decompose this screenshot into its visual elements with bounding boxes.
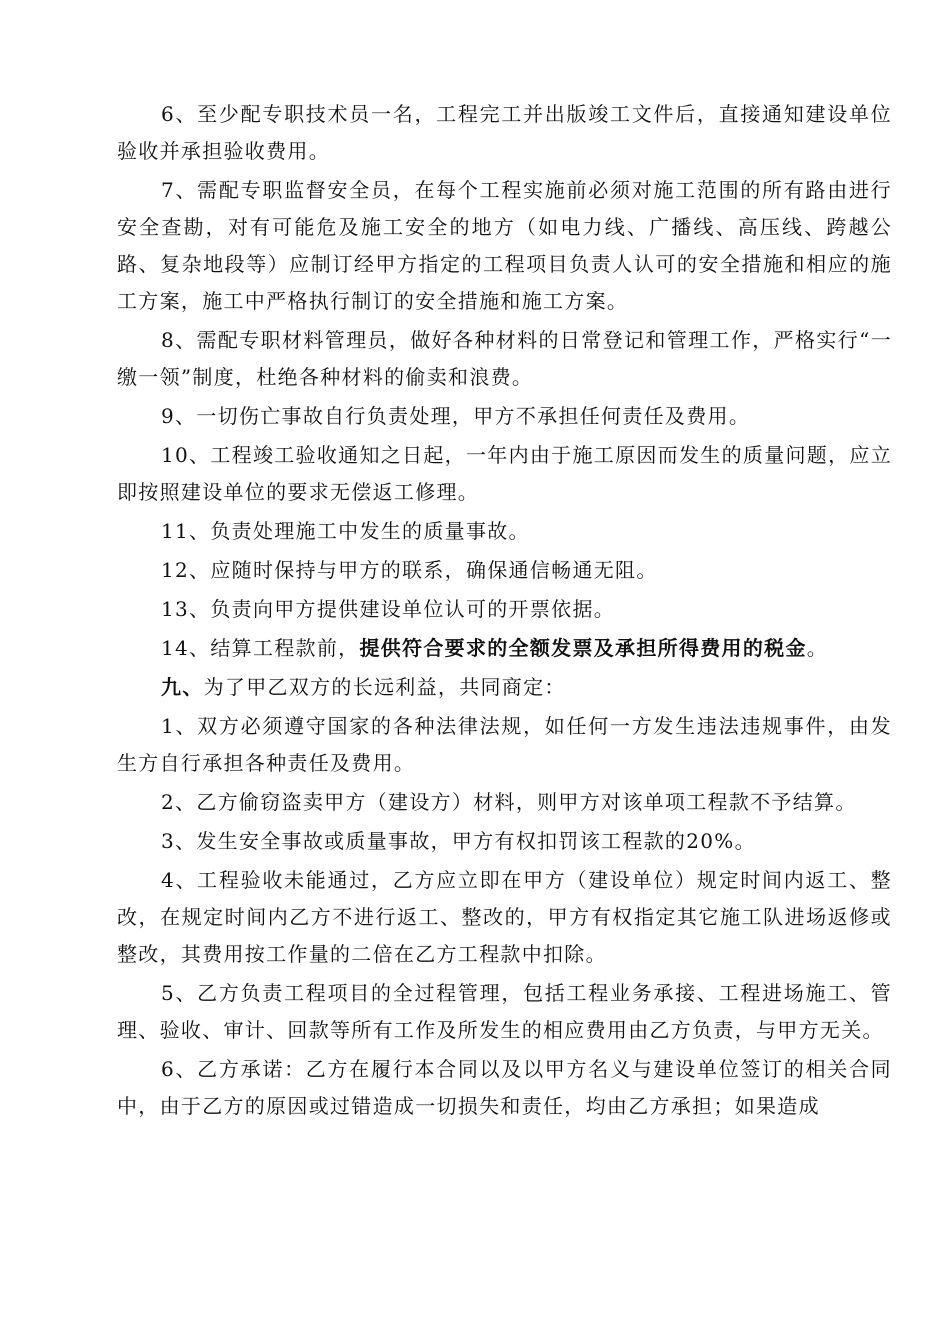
clause-text: 6、至少配专职技术员一名，工程完工并出版竣工文件后，直接通知建设单位验收并承担验收费用。 bbox=[117, 102, 892, 163]
section-number: 九、 bbox=[161, 675, 204, 699]
clause-9-2 bbox=[117, 784, 892, 821]
clause-8-9 bbox=[117, 398, 892, 435]
clause-text: 14、结算工程款前， bbox=[161, 636, 360, 660]
clause-text: 9、一切伤亡事故自行负责处理，甲方不承担任何责任及费用。 bbox=[161, 404, 751, 428]
clause-text: 4、工程验收未能通过，乙方应立即在甲方（建设单位）规定时间内返工、整改，在规定时间内乙方不进行返工、整改的，甲方有权指定其它施工队进场返修或整改，其费用按工作量的二倍在乙方工程款中扣除。 bbox=[117, 868, 892, 966]
clause-tail-text: 。 bbox=[806, 636, 829, 660]
clause-8-13 bbox=[117, 591, 892, 628]
clause-text: 2、乙方偷窃盗卖甲方（建设方）材料，则甲方对该单项工程款不予结算。 bbox=[161, 790, 857, 814]
section-9-heading bbox=[117, 669, 892, 706]
document-body bbox=[117, 96, 892, 1127]
clause-9-4 bbox=[117, 862, 892, 973]
clause-text: 1、双方必须遵守国家的各种法律法规，如任何一方发生违法违规事件，由发生方自行承担各种责任及费用。 bbox=[117, 714, 892, 775]
clause-text: 10、工程竣工验收通知之日起，一年内由于施工原因而发生的质量问题，应立即按照建设单位的要求无偿返工修理。 bbox=[117, 443, 892, 504]
clause-8-8 bbox=[117, 322, 892, 396]
clause-8-10 bbox=[117, 437, 892, 511]
clause-bold-text: 提供符合要求的全额发票及承担所得费用的税金 bbox=[359, 636, 807, 660]
clause-8-12 bbox=[117, 552, 892, 589]
clause-text: 13、负责向甲方提供建设单位认可的开票依据。 bbox=[161, 597, 616, 621]
clause-8-7 bbox=[117, 172, 892, 320]
clause-9-5 bbox=[117, 975, 892, 1049]
clause-8-14 bbox=[117, 630, 892, 667]
clause-8-11 bbox=[117, 513, 892, 550]
clause-text: 8、需配专职材料管理员，做好各种材料的日常登记和管理工作，严格实行“一缴一领”制度，杜绝各种材料的偷卖和浪费。 bbox=[117, 328, 892, 389]
clause-text: 11、负责处理施工中发生的质量事故。 bbox=[161, 519, 530, 543]
clause-9-6 bbox=[117, 1051, 892, 1125]
section-heading-text: 为了甲乙双方的长远利益，共同商定： bbox=[203, 675, 566, 699]
clause-text: 12、应随时保持与甲方的联系，确保通信畅通无阻。 bbox=[161, 558, 658, 582]
clause-text: 6、乙方承诺：乙方在履行本合同以及以甲方名义与建设单位签订的相关合同中，由于乙方的原因或过错造成一切损失和责任，均由乙方承担；如果造成 bbox=[117, 1057, 892, 1118]
clause-8-6 bbox=[117, 96, 892, 170]
clause-9-1 bbox=[117, 708, 892, 782]
clause-text: 7、需配专职监督安全员，在每个工程实施前必须对施工范围的所有路由进行安全查勘，对有可能危及施工安全的地方（如电力线、广播线、高压线、跨越公路、复杂地段等）应制订经甲方指定的工程项目负责人认可的安全措施和相应的施工方案，施工中严格执行制订的安全措施和施工方案。 bbox=[117, 178, 892, 313]
clause-text: 5、乙方负责工程项目的全过程管理，包括工程业务承接、工程进场施工、管理、验收、审计、回款等所有工作及所发生的相应费用由乙方负责，与甲方无关。 bbox=[117, 981, 892, 1042]
clause-text: 3、发生安全事故或质量事故，甲方有权扣罚该工程款的20%。 bbox=[161, 829, 756, 853]
clause-9-3 bbox=[117, 823, 892, 860]
